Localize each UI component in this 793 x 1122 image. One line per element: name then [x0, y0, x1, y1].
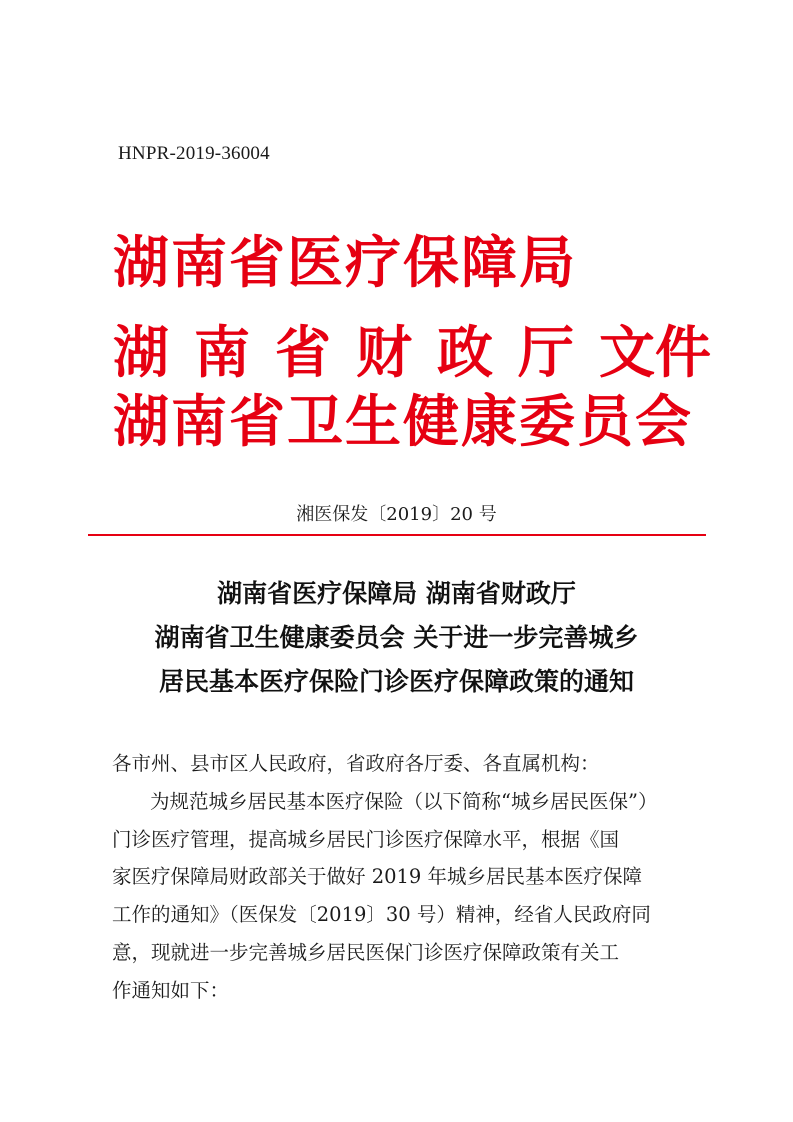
title-line-1: 湖南省医疗保障局 湖南省财政厅 — [217, 579, 576, 608]
issuer-line-health-commission: 湖南省卫生健康委员会 — [113, 390, 693, 455]
title-line-2: 湖南省卫生健康委员会 关于进一步完善城乡 — [154, 623, 639, 652]
issuer-document-suffix: 文件 — [599, 321, 711, 386]
paragraph-line: 意，现就进一步完善城乡居民医保门诊医疗保障政策有关工 — [112, 940, 620, 964]
title-line-3: 居民基本医疗保险门诊医疗保障政策的通知 — [158, 667, 634, 696]
issuer-finance-name: 湖南省财政厅 — [113, 321, 599, 386]
document-number: 湘医保发〔2019〕20 号 — [296, 504, 497, 525]
salutation: 各市州、县市区人民政府，省政府各厅委、各直属机构： — [112, 752, 600, 775]
paragraph-line: 工作的通知》（医保发〔2019〕30 号）精神，经省人民政府同 — [112, 903, 651, 927]
paragraph-line: 为规范城乡居民基本医疗保险（以下简称“城乡居民医保”） — [150, 789, 658, 813]
issuer-line-medical-security-bureau: 湖南省医疗保障局 — [113, 231, 577, 296]
red-divider-line — [88, 534, 706, 536]
document-body — [112, 745, 696, 1010]
paragraph-line: 门诊医疗管理，提高城乡居民门诊医疗保障水平，根据《国 — [112, 827, 620, 851]
paragraph-intro — [112, 783, 696, 1010]
issuer-line-finance-department — [113, 322, 711, 386]
document-title — [0, 572, 793, 704]
paragraph-line: 家医疗保障局财政部关于做好 2019 年城乡居民基本医疗保障 — [112, 865, 643, 889]
document-code: HNPR-2019-36004 — [118, 143, 270, 164]
paragraph-line: 作通知如下： — [112, 978, 230, 1002]
